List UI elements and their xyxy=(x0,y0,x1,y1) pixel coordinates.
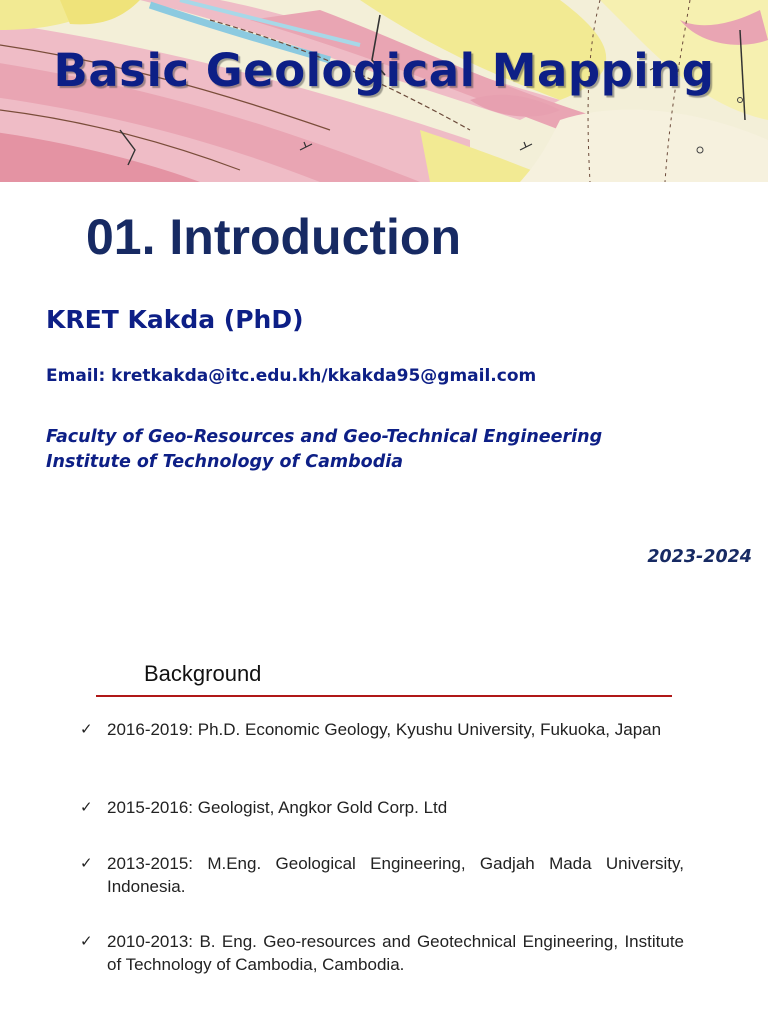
background-item-text: 2015-2016: Geologist, Angkor Gold Corp. Ltd xyxy=(107,798,448,817)
author-email: Email: kretkakda@itc.edu.kh/kkakda95@gmail.com xyxy=(46,366,537,386)
background-item-text: 2010-2013: B. Eng. Geo-resources and Geotechnical Engineering, Institute of Technology of Cambodia, Cambodia. xyxy=(107,932,684,974)
section-title: 01. Introduction xyxy=(86,209,461,265)
background-item xyxy=(80,930,684,976)
check-icon: ✓ xyxy=(80,855,93,872)
affiliation-institute: Institute of Technology of Cambodia xyxy=(46,452,404,472)
background-heading: Background xyxy=(144,661,262,686)
geological-map-banner xyxy=(0,0,768,182)
check-icon: ✓ xyxy=(80,721,93,738)
check-icon: ✓ xyxy=(80,799,93,816)
background-item xyxy=(80,718,684,741)
heading-divider xyxy=(96,695,672,697)
background-item-text: 2016-2019: Ph.D. Economic Geology, Kyushu University, Fukuoka, Japan xyxy=(107,720,662,739)
author-name: KRET Kakda (PhD) xyxy=(46,305,304,334)
check-icon: ✓ xyxy=(80,933,93,950)
background-item xyxy=(80,852,684,898)
affiliation-faculty: Faculty of Geo-Resources and Geo-Technical Engineering xyxy=(46,427,603,447)
course-title: Basic Geological Mapping xyxy=(53,44,715,97)
background-item xyxy=(80,796,684,819)
background-item-text: 2013-2015: M.Eng. Geological Engineering, Gadjah Mada University, Indonesia. xyxy=(107,854,684,896)
academic-year: 2023-2024 xyxy=(647,547,752,567)
